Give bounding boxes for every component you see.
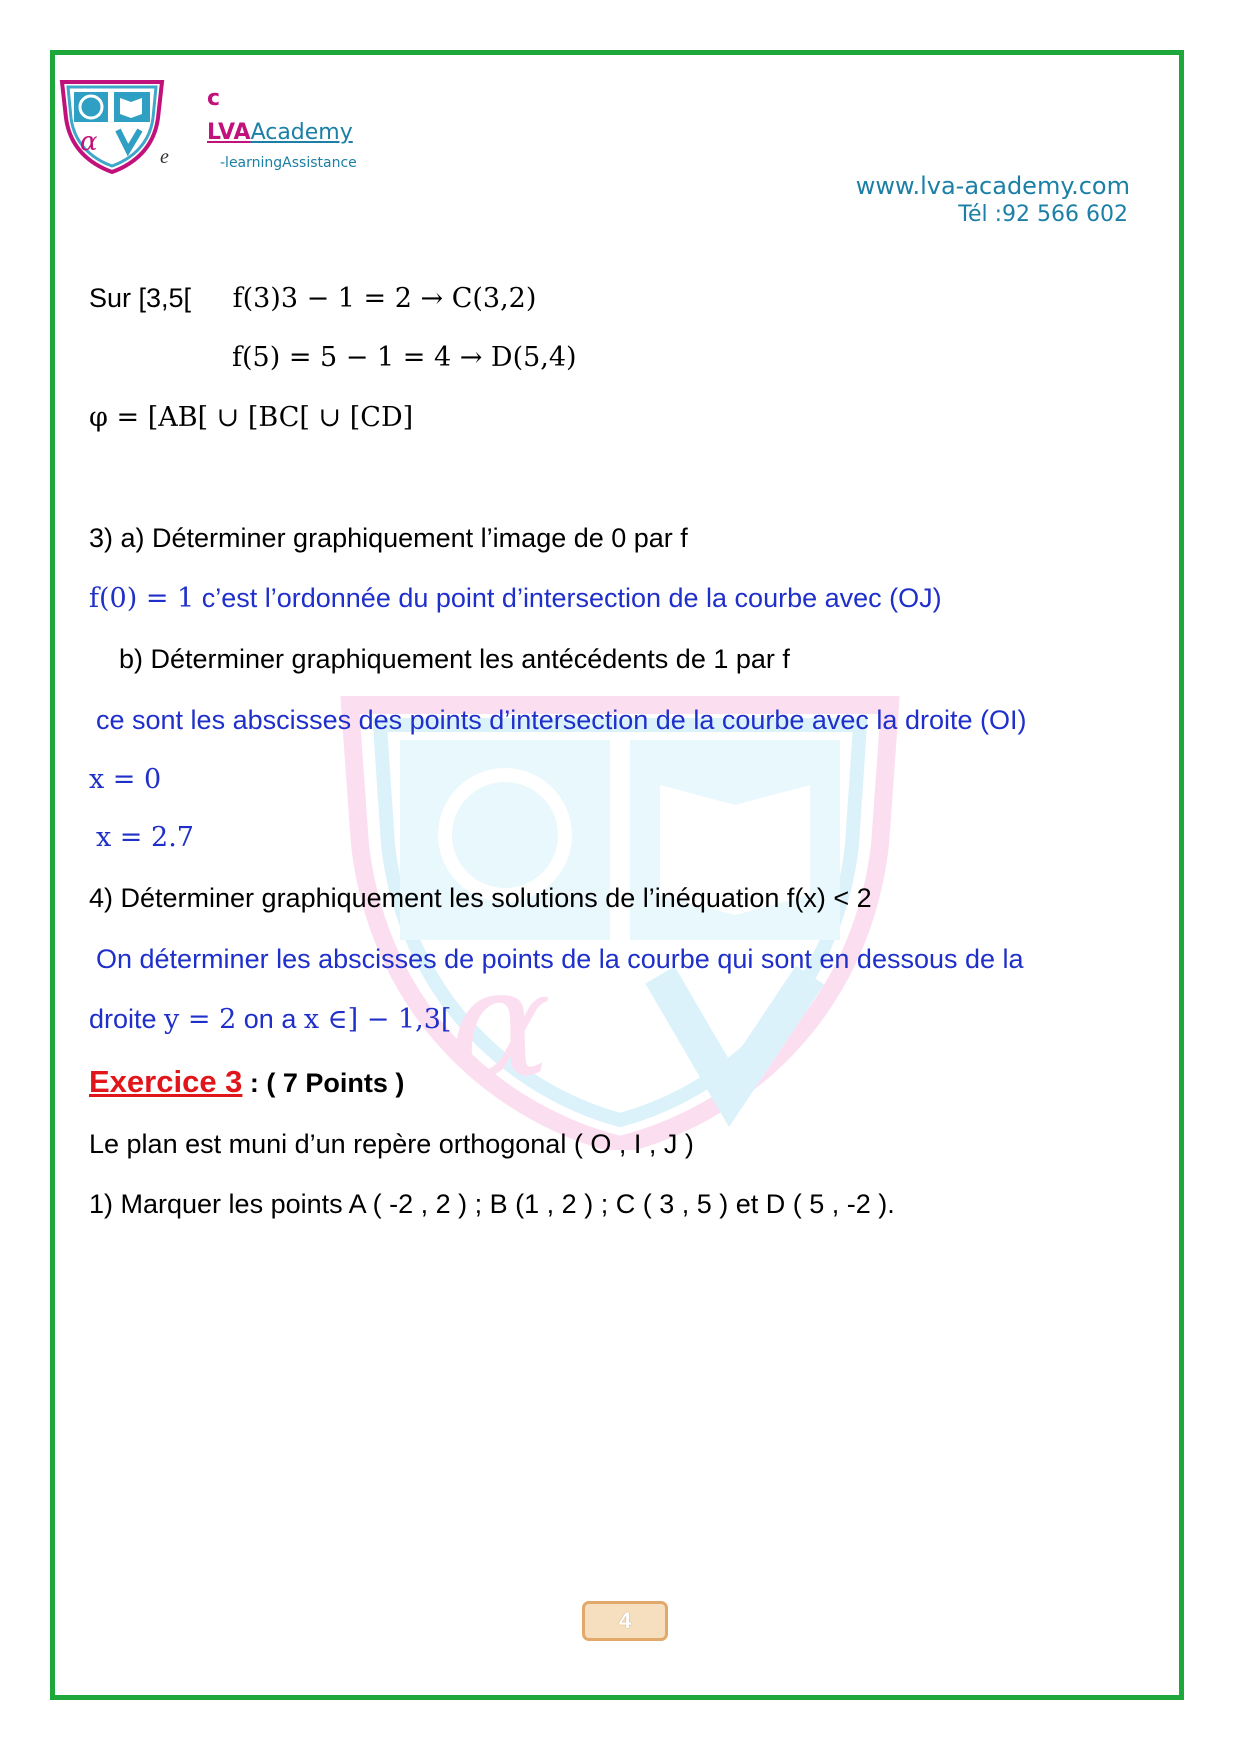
- answer-4-math-x: x ∈] − 1,3[: [303, 1004, 452, 1035]
- answer-3b-x1: x = 0: [89, 764, 162, 795]
- brand-tagline: -learningAssistance: [220, 155, 357, 171]
- answer-4-math-y: y = 2: [164, 1004, 237, 1035]
- line-sur-interval: [89, 282, 536, 315]
- exercise-3-title: Exercice 3: [89, 1064, 243, 1099]
- exercise-3-heading: [89, 1063, 404, 1100]
- page-number: 4: [582, 1601, 668, 1641]
- question-3a: 3) a) Déterminer graphiquement l’image de 0 par f: [89, 523, 688, 553]
- brand-letter-c: c: [207, 86, 221, 111]
- answer-3a-text: c’est l’ordonnée du point d’intersection de la courbe avec (OJ): [194, 583, 942, 613]
- question-3b: b) Déterminer graphiquement les antécédents de 1 par f: [119, 644, 790, 674]
- answer-3b-x2: x = 2.7: [96, 822, 194, 853]
- answer-3a-math: f(0) = 1: [89, 583, 195, 614]
- math-phi-union: φ = [AB[ ∪ [BC[ ∪ [CD]: [89, 402, 414, 433]
- answer-4-droite: droite: [89, 1004, 165, 1034]
- math-f3: f(3)3 − 1 = 2 → C(3,2): [232, 283, 537, 314]
- exercise-3-points: : ( 7 Points ): [242, 1068, 405, 1098]
- answer-4-line1: On déterminer les abscisses de points de la courbe qui sont en dessous de la: [96, 944, 1024, 974]
- math-f5: f(5) = 5 − 1 = 4 → D(5,4): [232, 342, 577, 373]
- answer-3a: [89, 582, 942, 615]
- watermark-shield: [340, 695, 900, 1150]
- exercise-3-intro: Le plan est muni d’un repère orthogonal ( O , I , J ): [89, 1129, 694, 1159]
- website-link[interactable]: www.lva-academy.com: [855, 172, 1130, 200]
- brand-lva: LVA: [207, 120, 251, 145]
- answer-3b-text: ce sont les abscisses des points d’intersection de la courbe avec la droite (OI): [96, 705, 1027, 735]
- answer-4-on-a: on a: [236, 1004, 304, 1034]
- interval-prefix: Sur [3,5[: [89, 283, 192, 313]
- exercise-3-question-1: 1) Marquer les points A ( -2 , 2 ) ; B (1 , 2 ) ; C ( 3 , 5 ) et D ( 5 , -2 ).: [89, 1189, 895, 1219]
- brand-name: [207, 120, 353, 145]
- brand-letter-e: e: [160, 146, 169, 168]
- brand-academy: Academy: [250, 120, 353, 145]
- lva-academy-logo: [58, 78, 166, 174]
- svg-text:α: α: [450, 937, 552, 1111]
- svg-text:α: α: [80, 127, 98, 157]
- phone-number: Tél :92 566 602: [958, 202, 1128, 227]
- question-4: 4) Déterminer graphiquement les solutions de l’inéquation f(x) < 2: [89, 883, 872, 913]
- answer-4-line2: [89, 1003, 451, 1036]
